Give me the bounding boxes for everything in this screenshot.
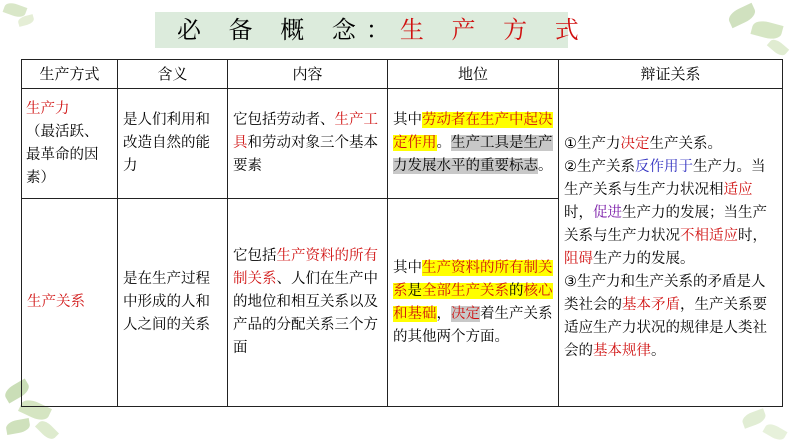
key-term: 生产工具 <box>233 112 378 151</box>
text: 它包括劳动者、 <box>233 112 335 128</box>
production-mode-table <box>21 59 783 407</box>
text: 、人们在生产中的地位和相互关系以及产品的分配关系三个方面 <box>233 271 378 356</box>
productive-forces-note: （最活跃、最革命的因素） <box>26 123 99 186</box>
key-term: 反作用于 <box>635 158 693 175</box>
key-term: 适应 <box>723 181 753 198</box>
header-meaning: 含义 <box>118 60 228 89</box>
title-prefix: 必 备 概 念： <box>177 16 400 44</box>
grey-highlighted-term: 生产工具是生产力发展水平的重要标志 <box>393 135 553 174</box>
text: ②生产关系 <box>564 158 635 175</box>
highlighted-term: 生产资料的所有制关系 <box>393 259 553 299</box>
text: 时， <box>564 204 593 221</box>
cell-productive-forces-name <box>22 89 118 199</box>
highlighted-text: 是 <box>407 282 422 299</box>
text: 生产力的发展。 <box>593 250 695 267</box>
header-content: 内容 <box>228 60 388 89</box>
key-term: 不相适应 <box>680 227 738 244</box>
cell-productive-forces-meaning: 是人们利用和改造自然的能力 <box>118 89 228 199</box>
title-topic: 生 产 方 式 <box>399 16 589 44</box>
header-status: 地位 <box>388 60 559 89</box>
key-term: 基本规律 <box>593 342 651 359</box>
text: 和劳动对象三个基本要素 <box>233 135 378 174</box>
cell-production-relations-name <box>22 199 118 407</box>
text: 生产力的发展；当生产关系与生产力状况 <box>564 204 767 244</box>
table-header-row <box>22 60 783 89</box>
text: 。 <box>651 342 666 359</box>
text: 。 <box>436 135 451 151</box>
text: ①生产力 <box>564 135 621 152</box>
grey-highlighted-term: 决定 <box>451 305 480 322</box>
productive-forces-label: 生产力 <box>26 100 70 117</box>
key-term: 生产资料的所有制关系 <box>233 248 378 287</box>
cell-production-relations-status <box>388 199 559 407</box>
text: 其中 <box>393 112 422 128</box>
header-mode: 生产方式 <box>22 60 118 89</box>
cell-production-relations-content <box>228 199 388 407</box>
key-term: 阻碍 <box>564 250 593 267</box>
table-row-productive-forces <box>22 89 783 199</box>
text: 其中 <box>393 259 422 276</box>
production-relations-label: 生产关系 <box>27 294 85 310</box>
key-term: 决定 <box>620 135 650 152</box>
text: 生产关系。 <box>649 135 722 152</box>
cell-productive-forces-content <box>228 89 388 199</box>
key-term: 促进 <box>593 204 622 221</box>
highlighted-term: 全部生产关系 <box>422 282 509 299</box>
header-dialectic: 辩证关系 <box>559 60 783 89</box>
text: 。 <box>538 158 553 174</box>
text: 时， <box>738 227 767 244</box>
text: 生产力。当生产关系与生产力状况相 <box>564 158 766 198</box>
cell-production-relations-meaning: 是在生产过程中形成的人和人之间的关系 <box>118 199 228 407</box>
cell-productive-forces-status <box>388 89 559 199</box>
page-title <box>155 12 589 48</box>
key-term: 基本矛盾 <box>622 296 680 313</box>
highlighted-text: 的 <box>509 282 524 299</box>
text: ③生产力和生产关系的矛盾是人类社会的 <box>564 273 766 313</box>
text: 着生产关系的其他两个方面。 <box>393 305 553 345</box>
text: 它包括 <box>233 248 277 264</box>
text: ， <box>436 305 451 322</box>
text: ，生产关系要适应生产力状况的规律是人类社会的 <box>564 296 767 359</box>
cell-dialectic-relation <box>559 89 783 407</box>
highlighted-term: 劳动者在生产中起决定作用 <box>393 112 553 151</box>
highlighted-term: 核心和基础 <box>393 282 553 322</box>
